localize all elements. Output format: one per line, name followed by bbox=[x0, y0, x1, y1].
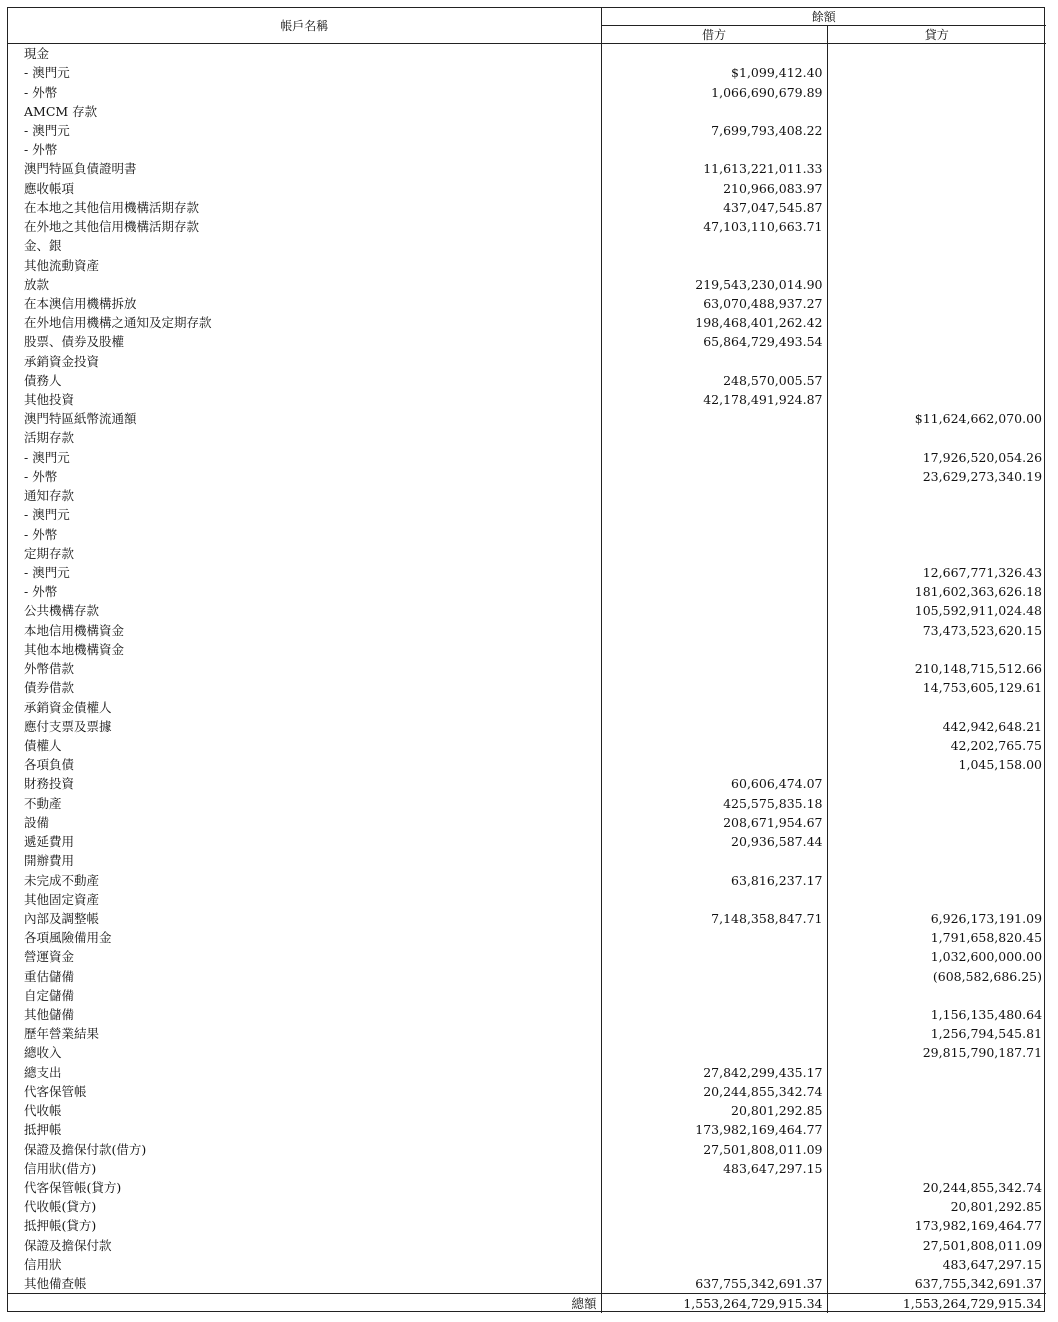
table-row bbox=[8, 563, 1046, 582]
table-row bbox=[8, 1101, 1046, 1120]
credit-cell bbox=[827, 794, 1046, 813]
account-name-cell: 代客保管帳 bbox=[8, 1082, 601, 1101]
credit-cell: 1,791,658,820.45 bbox=[930, 930, 1043, 946]
credit-cell bbox=[827, 332, 1046, 351]
account-name-cell: 應付支票及票據 bbox=[8, 717, 601, 736]
debit-cell bbox=[601, 255, 827, 274]
debit-cell: 63,816,237.17 bbox=[601, 870, 827, 889]
credit-cell bbox=[827, 63, 1046, 82]
credit-cell bbox=[827, 275, 1046, 294]
table-row bbox=[8, 332, 1046, 351]
debit-cell: 219,543,230,014.90 bbox=[601, 275, 827, 294]
account-name-cell: 總收入 bbox=[8, 1043, 601, 1062]
credit-cell: 12,667,771,326.43 bbox=[922, 565, 1043, 581]
account-name-cell: - 外幣 bbox=[8, 82, 601, 101]
debit-cell: 65,864,729,493.54 bbox=[601, 332, 827, 351]
account-name-cell: - 澳門元 bbox=[8, 121, 601, 140]
debit-cell: 483,647,297.15 bbox=[601, 1159, 827, 1178]
debit-cell bbox=[601, 621, 827, 640]
account-name-cell: 抵押帳 bbox=[8, 1120, 601, 1139]
table-row bbox=[8, 851, 1046, 870]
account-name-cell: 信用狀(借方) bbox=[8, 1159, 601, 1178]
debit-cell bbox=[601, 601, 827, 620]
table-row bbox=[8, 813, 1046, 832]
account-name-cell: 澳門特區紙幣流通額 bbox=[8, 409, 601, 428]
debit-cell bbox=[601, 524, 827, 543]
account-name-cell: 信用狀 bbox=[8, 1255, 601, 1274]
table-row bbox=[8, 44, 1046, 64]
credit-cell bbox=[827, 986, 1046, 1005]
credit-cell bbox=[827, 140, 1046, 159]
account-name-cell: 保證及擔保付款 bbox=[8, 1236, 601, 1255]
table-row bbox=[8, 486, 1046, 505]
credit-cell bbox=[827, 1101, 1046, 1120]
account-name-cell: - 外幣 bbox=[8, 582, 601, 601]
debit-header: 借方 bbox=[601, 26, 827, 44]
account-name-cell: 設備 bbox=[8, 813, 601, 832]
table-row bbox=[8, 717, 1046, 736]
credit-cell bbox=[827, 697, 1046, 716]
table-row bbox=[8, 390, 1046, 409]
credit-header: 貸方 bbox=[827, 26, 1046, 44]
table-row bbox=[8, 102, 1046, 121]
total-credit: 1,553,264,729,915.34 bbox=[827, 1294, 1046, 1314]
debit-cell bbox=[601, 1255, 827, 1274]
account-name-cell: 在本地之其他信用機構活期存款 bbox=[8, 198, 601, 217]
account-name-cell: 外幣借款 bbox=[8, 659, 601, 678]
credit-cell: 14,753,605,129.61 bbox=[922, 680, 1043, 696]
account-name-cell: 定期存款 bbox=[8, 544, 601, 563]
debit-cell bbox=[601, 102, 827, 121]
table-header bbox=[8, 8, 1046, 44]
table-footer bbox=[8, 1294, 1046, 1314]
credit-cell bbox=[827, 44, 1046, 64]
debit-cell bbox=[601, 44, 827, 64]
table-row bbox=[8, 1178, 1046, 1197]
table-row bbox=[8, 121, 1046, 140]
table-row bbox=[8, 1005, 1046, 1024]
account-name-cell: 在外地信用機構之通知及定期存款 bbox=[8, 313, 601, 332]
debit-cell bbox=[601, 697, 827, 716]
account-name-cell: - 澳門元 bbox=[8, 563, 601, 582]
credit-cell bbox=[827, 82, 1046, 101]
credit-cell bbox=[827, 313, 1046, 332]
account-name-cell: 通知存款 bbox=[8, 486, 601, 505]
account-name-cell: 金、銀 bbox=[8, 236, 601, 255]
account-name-cell: 營運資金 bbox=[8, 947, 601, 966]
debit-cell bbox=[601, 428, 827, 447]
account-name-cell: 抵押帳(貸方) bbox=[8, 1216, 601, 1235]
account-name-header: 帳戶名稱 bbox=[8, 8, 601, 44]
credit-cell bbox=[827, 1063, 1046, 1082]
debit-cell: 11,613,221,011.33 bbox=[601, 159, 827, 178]
debit-cell bbox=[601, 659, 827, 678]
account-name-cell: - 外幣 bbox=[8, 467, 601, 486]
credit-cell bbox=[827, 774, 1046, 793]
trial-balance-sheet bbox=[7, 7, 1045, 1312]
debit-cell: 7,148,358,847.71 bbox=[601, 909, 827, 928]
credit-cell: 181,602,363,626.18 bbox=[914, 584, 1043, 600]
credit-cell bbox=[827, 294, 1046, 313]
credit-cell: 210,148,715,512.66 bbox=[914, 661, 1043, 677]
account-name-cell: 各項負債 bbox=[8, 755, 601, 774]
account-name-cell: 遞延費用 bbox=[8, 832, 601, 851]
debit-cell bbox=[601, 717, 827, 736]
debit-cell bbox=[601, 448, 827, 467]
credit-cell: 483,647,297.15 bbox=[942, 1256, 1043, 1272]
table-row bbox=[8, 467, 1046, 486]
debit-cell: 47,103,110,663.71 bbox=[601, 217, 827, 236]
table-row bbox=[8, 524, 1046, 543]
debit-cell bbox=[601, 890, 827, 909]
debit-cell bbox=[601, 1024, 827, 1043]
debit-cell: 27,501,808,011.09 bbox=[601, 1139, 827, 1158]
table-row bbox=[8, 774, 1046, 793]
account-name-cell: 不動產 bbox=[8, 794, 601, 813]
account-name-cell: 公共機構存款 bbox=[8, 601, 601, 620]
account-name-cell: 放款 bbox=[8, 275, 601, 294]
credit-cell bbox=[827, 890, 1046, 909]
debit-cell: 7,699,793,408.22 bbox=[601, 121, 827, 140]
account-name-cell: 其他投資 bbox=[8, 390, 601, 409]
credit-cell: 42,202,765.75 bbox=[950, 737, 1043, 753]
table-row bbox=[8, 1159, 1046, 1178]
table-row bbox=[8, 294, 1046, 313]
table-row bbox=[8, 1120, 1046, 1139]
account-name-cell: 承銷資金債權人 bbox=[8, 697, 601, 716]
table-row bbox=[8, 582, 1046, 601]
table-row bbox=[8, 601, 1046, 620]
account-name-cell: 自定儲備 bbox=[8, 986, 601, 1005]
table-row bbox=[8, 198, 1046, 217]
credit-cell bbox=[827, 544, 1046, 563]
table-row bbox=[8, 659, 1046, 678]
credit-cell bbox=[827, 179, 1046, 198]
debit-cell bbox=[601, 967, 827, 986]
table-row bbox=[8, 1255, 1046, 1274]
table-row bbox=[8, 986, 1046, 1005]
table-row bbox=[8, 275, 1046, 294]
table-row bbox=[8, 697, 1046, 716]
credit-cell bbox=[827, 1120, 1046, 1139]
table-row bbox=[8, 1274, 1046, 1294]
debit-cell bbox=[601, 1236, 827, 1255]
debit-cell bbox=[601, 928, 827, 947]
debit-cell bbox=[601, 1216, 827, 1235]
debit-cell bbox=[601, 736, 827, 755]
credit-cell bbox=[827, 371, 1046, 390]
account-name-cell: 活期存款 bbox=[8, 428, 601, 447]
account-name-cell: AMCM 存款 bbox=[8, 102, 601, 121]
credit-cell bbox=[827, 832, 1046, 851]
total-debit: 1,553,264,729,915.34 bbox=[601, 1294, 827, 1314]
credit-cell: 23,629,273,340.19 bbox=[922, 468, 1043, 484]
debit-cell: 437,047,545.87 bbox=[601, 198, 827, 217]
debit-cell bbox=[601, 409, 827, 428]
account-name-cell: 代客保管帳(貸方) bbox=[8, 1178, 601, 1197]
debit-cell bbox=[601, 1005, 827, 1024]
table-row bbox=[8, 1236, 1046, 1255]
debit-cell bbox=[601, 678, 827, 697]
account-name-cell: - 澳門元 bbox=[8, 505, 601, 524]
credit-cell: 173,982,169,464.77 bbox=[914, 1218, 1043, 1234]
credit-cell bbox=[827, 1139, 1046, 1158]
account-name-cell: 承銷資金投資 bbox=[8, 352, 601, 371]
account-name-cell: 其他流動資產 bbox=[8, 255, 601, 274]
credit-cell: 73,473,523,620.15 bbox=[922, 622, 1043, 638]
debit-cell bbox=[601, 544, 827, 563]
account-name-cell: 歷年營業結果 bbox=[8, 1024, 601, 1043]
table-row bbox=[8, 1197, 1046, 1216]
credit-cell: 637,755,342,691.37 bbox=[914, 1276, 1043, 1292]
account-name-cell: - 澳門元 bbox=[8, 63, 601, 82]
debit-cell: 425,575,835.18 bbox=[601, 794, 827, 813]
table-row bbox=[8, 928, 1046, 947]
account-name-cell: 總支出 bbox=[8, 1063, 601, 1082]
debit-cell: 637,755,342,691.37 bbox=[601, 1274, 827, 1294]
debit-cell bbox=[601, 352, 827, 371]
table-row bbox=[8, 140, 1046, 159]
debit-cell bbox=[601, 505, 827, 524]
credit-cell bbox=[827, 217, 1046, 236]
credit-cell bbox=[827, 640, 1046, 659]
table-row bbox=[8, 870, 1046, 889]
account-name-cell: 開辦費用 bbox=[8, 851, 601, 870]
debit-cell: 248,570,005.57 bbox=[601, 371, 827, 390]
table-row bbox=[8, 82, 1046, 101]
table-row bbox=[8, 1024, 1046, 1043]
table-row bbox=[8, 505, 1046, 524]
debit-cell: 173,982,169,464.77 bbox=[601, 1120, 827, 1139]
debit-cell bbox=[601, 486, 827, 505]
debit-cell: 210,966,083.97 bbox=[601, 179, 827, 198]
credit-cell bbox=[827, 1159, 1046, 1178]
credit-cell bbox=[827, 102, 1046, 121]
credit-cell bbox=[827, 1082, 1046, 1101]
account-name-cell: 債券借款 bbox=[8, 678, 601, 697]
credit-cell: 105,592,911,024.48 bbox=[914, 603, 1043, 619]
debit-cell: $1,099,412.40 bbox=[601, 63, 827, 82]
credit-cell: 29,815,790,187.71 bbox=[922, 1045, 1043, 1061]
account-name-cell: 債權人 bbox=[8, 736, 601, 755]
account-name-cell: 在本澳信用機構拆放 bbox=[8, 294, 601, 313]
debit-cell: 208,671,954.67 bbox=[601, 813, 827, 832]
table-row bbox=[8, 255, 1046, 274]
account-name-cell: - 澳門元 bbox=[8, 448, 601, 467]
account-name-cell: 各項風險備用金 bbox=[8, 928, 601, 947]
table-row bbox=[8, 640, 1046, 659]
credit-cell bbox=[827, 505, 1046, 524]
credit-cell bbox=[827, 813, 1046, 832]
account-name-cell: 未完成不動產 bbox=[8, 870, 601, 889]
debit-cell bbox=[601, 467, 827, 486]
debit-cell bbox=[601, 1043, 827, 1062]
credit-cell: 1,256,794,545.81 bbox=[930, 1026, 1043, 1042]
account-name-cell: - 外幣 bbox=[8, 524, 601, 543]
credit-cell bbox=[827, 255, 1046, 274]
account-name-cell: 代收帳 bbox=[8, 1101, 601, 1120]
account-name-cell: 在外地之其他信用機構活期存款 bbox=[8, 217, 601, 236]
credit-cell: (608,582,686.25) bbox=[932, 968, 1043, 984]
table-row bbox=[8, 544, 1046, 563]
credit-cell: 6,926,173,191.09 bbox=[930, 910, 1043, 926]
credit-cell: 1,032,600,000.00 bbox=[930, 949, 1043, 965]
table-row bbox=[8, 236, 1046, 255]
debit-cell bbox=[601, 563, 827, 582]
debit-cell: 1,066,690,679.89 bbox=[601, 82, 827, 101]
credit-cell bbox=[827, 524, 1046, 543]
credit-cell: 17,926,520,054.26 bbox=[922, 449, 1043, 465]
table-row bbox=[8, 428, 1046, 447]
debit-cell: 27,842,299,435.17 bbox=[601, 1063, 827, 1082]
table-body bbox=[8, 44, 1046, 1294]
credit-cell: 1,045,158.00 bbox=[958, 757, 1043, 773]
debit-cell bbox=[601, 986, 827, 1005]
balance-header: 餘額 bbox=[601, 8, 1046, 26]
table-row bbox=[8, 755, 1046, 774]
account-name-cell: 現金 bbox=[8, 44, 601, 64]
credit-cell bbox=[827, 121, 1046, 140]
debit-cell: 42,178,491,924.87 bbox=[601, 390, 827, 409]
table-row bbox=[8, 678, 1046, 697]
table-row bbox=[8, 1063, 1046, 1082]
table-row bbox=[8, 947, 1046, 966]
table-row bbox=[8, 794, 1046, 813]
account-name-cell: 其他儲備 bbox=[8, 1005, 601, 1024]
credit-cell bbox=[827, 486, 1046, 505]
credit-cell: $11,624,662,070.00 bbox=[914, 411, 1043, 427]
debit-cell: 60,606,474.07 bbox=[601, 774, 827, 793]
account-name-cell: - 外幣 bbox=[8, 140, 601, 159]
debit-cell bbox=[601, 851, 827, 870]
table-row bbox=[8, 909, 1046, 928]
account-name-cell: 債務人 bbox=[8, 371, 601, 390]
credit-cell: 442,942,648.21 bbox=[942, 718, 1043, 734]
debit-cell bbox=[601, 140, 827, 159]
debit-cell: 20,936,587.44 bbox=[601, 832, 827, 851]
account-name-cell: 重估儲備 bbox=[8, 967, 601, 986]
debit-cell: 63,070,488,937.27 bbox=[601, 294, 827, 313]
table-row bbox=[8, 832, 1046, 851]
debit-cell bbox=[601, 640, 827, 659]
table-row bbox=[8, 736, 1046, 755]
table-row bbox=[8, 313, 1046, 332]
table-row bbox=[8, 1082, 1046, 1101]
account-name-cell: 內部及調整帳 bbox=[8, 909, 601, 928]
table-row bbox=[8, 621, 1046, 640]
table-row bbox=[8, 409, 1046, 428]
table-row bbox=[8, 967, 1046, 986]
debit-cell bbox=[601, 236, 827, 255]
table-row bbox=[8, 179, 1046, 198]
debit-cell: 20,244,855,342.74 bbox=[601, 1082, 827, 1101]
table-row bbox=[8, 63, 1046, 82]
table-row bbox=[8, 1216, 1046, 1235]
debit-cell: 198,468,401,262.42 bbox=[601, 313, 827, 332]
table-row bbox=[8, 448, 1046, 467]
debit-cell bbox=[601, 582, 827, 601]
credit-cell: 27,501,808,011.09 bbox=[922, 1237, 1043, 1253]
account-name-cell: 應收帳項 bbox=[8, 179, 601, 198]
account-name-cell: 股票、債券及股權 bbox=[8, 332, 601, 351]
account-name-cell: 其他備查帳 bbox=[8, 1274, 601, 1294]
credit-cell bbox=[827, 352, 1046, 371]
table-row bbox=[8, 1139, 1046, 1158]
table-row bbox=[8, 890, 1046, 909]
account-name-cell: 財務投資 bbox=[8, 774, 601, 793]
debit-cell bbox=[601, 755, 827, 774]
table-row bbox=[8, 159, 1046, 178]
account-name-cell: 代收帳(貸方) bbox=[8, 1197, 601, 1216]
credit-cell: 20,801,292.85 bbox=[950, 1199, 1043, 1215]
credit-cell bbox=[827, 851, 1046, 870]
account-name-cell: 其他本地機構資金 bbox=[8, 640, 601, 659]
credit-cell: 20,244,855,342.74 bbox=[922, 1180, 1043, 1196]
total-label: 總額 bbox=[8, 1294, 601, 1314]
account-name-cell: 本地信用機構資金 bbox=[8, 621, 601, 640]
account-name-cell: 其他固定資產 bbox=[8, 890, 601, 909]
credit-cell bbox=[827, 428, 1046, 447]
credit-cell: 1,156,135,480.64 bbox=[930, 1007, 1043, 1023]
trial-balance-table bbox=[8, 8, 1046, 1313]
table-row bbox=[8, 217, 1046, 236]
debit-cell bbox=[601, 947, 827, 966]
credit-cell bbox=[827, 198, 1046, 217]
debit-cell bbox=[601, 1197, 827, 1216]
credit-cell bbox=[827, 159, 1046, 178]
credit-cell bbox=[827, 390, 1046, 409]
table-row bbox=[8, 352, 1046, 371]
credit-cell bbox=[827, 870, 1046, 889]
account-name-cell: 澳門特區負債證明書 bbox=[8, 159, 601, 178]
debit-cell: 20,801,292.85 bbox=[601, 1101, 827, 1120]
account-name-cell: 保證及擔保付款(借方) bbox=[8, 1139, 601, 1158]
table-row bbox=[8, 1043, 1046, 1062]
debit-cell bbox=[601, 1178, 827, 1197]
credit-cell bbox=[827, 236, 1046, 255]
table-row bbox=[8, 371, 1046, 390]
total-row bbox=[8, 1294, 1046, 1314]
